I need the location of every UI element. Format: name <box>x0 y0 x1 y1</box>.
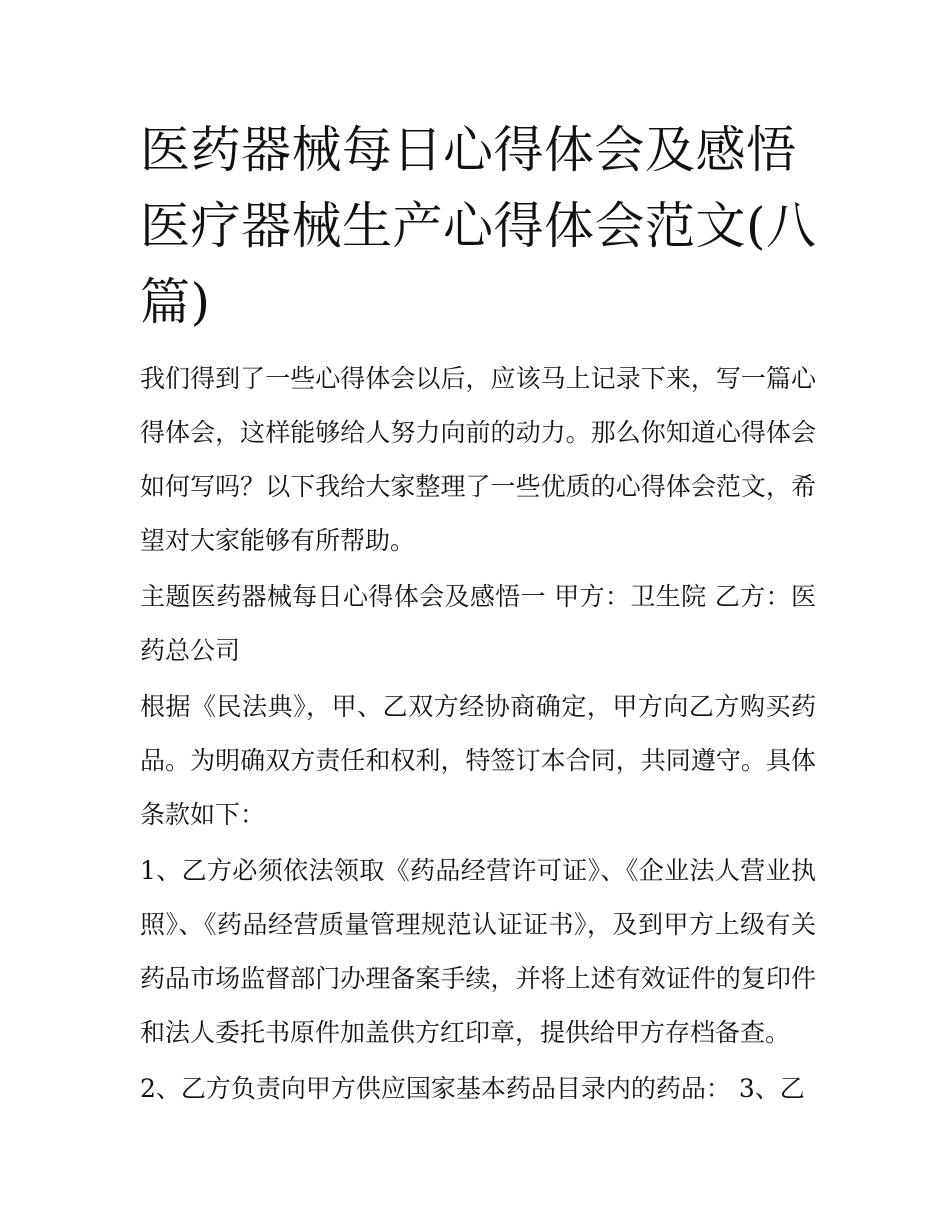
intro-paragraph: 我们得到了一些心得体会以后，应该马上记录下来，写一篇心得体会，这样能够给人努力向前的动力。那么你知道心得体会如何写吗？以下我给大家整理了一些优质的心得体会范文，希望对大家能够有所帮助。 <box>140 364 816 555</box>
document-title: 医药器械每日心得体会及感悟医疗器械生产心得体会范文(八篇) <box>140 121 817 331</box>
clause-1-paragraph: 1、乙方必须依法领取《药品经营许可证》、《企业法人营业执照》、《药品经营质量管理规范认证证书》，及到甲方上级有关药品市场监督部门办理备案手续，并将上述有效证件的复印件和法人委托书原件加盖供方红印章，提供给甲方存档备查。 <box>140 856 816 1047</box>
basis-paragraph: 根据《民法典》，甲、乙双方经协商确定，甲方向乙方购买药品。为明确双方责任和权利，特签订本合同，共同遵守。具体条款如下： <box>140 692 816 829</box>
document-body <box>140 352 816 1118</box>
parties-paragraph: 主题医药器械每日心得体会及感悟一 甲方：卫生院 乙方：医药总公司 <box>140 582 816 665</box>
clause-2-paragraph: 2、乙方负责向甲方供应国家基本药品目录内的药品： 3、乙 <box>140 1074 805 1103</box>
